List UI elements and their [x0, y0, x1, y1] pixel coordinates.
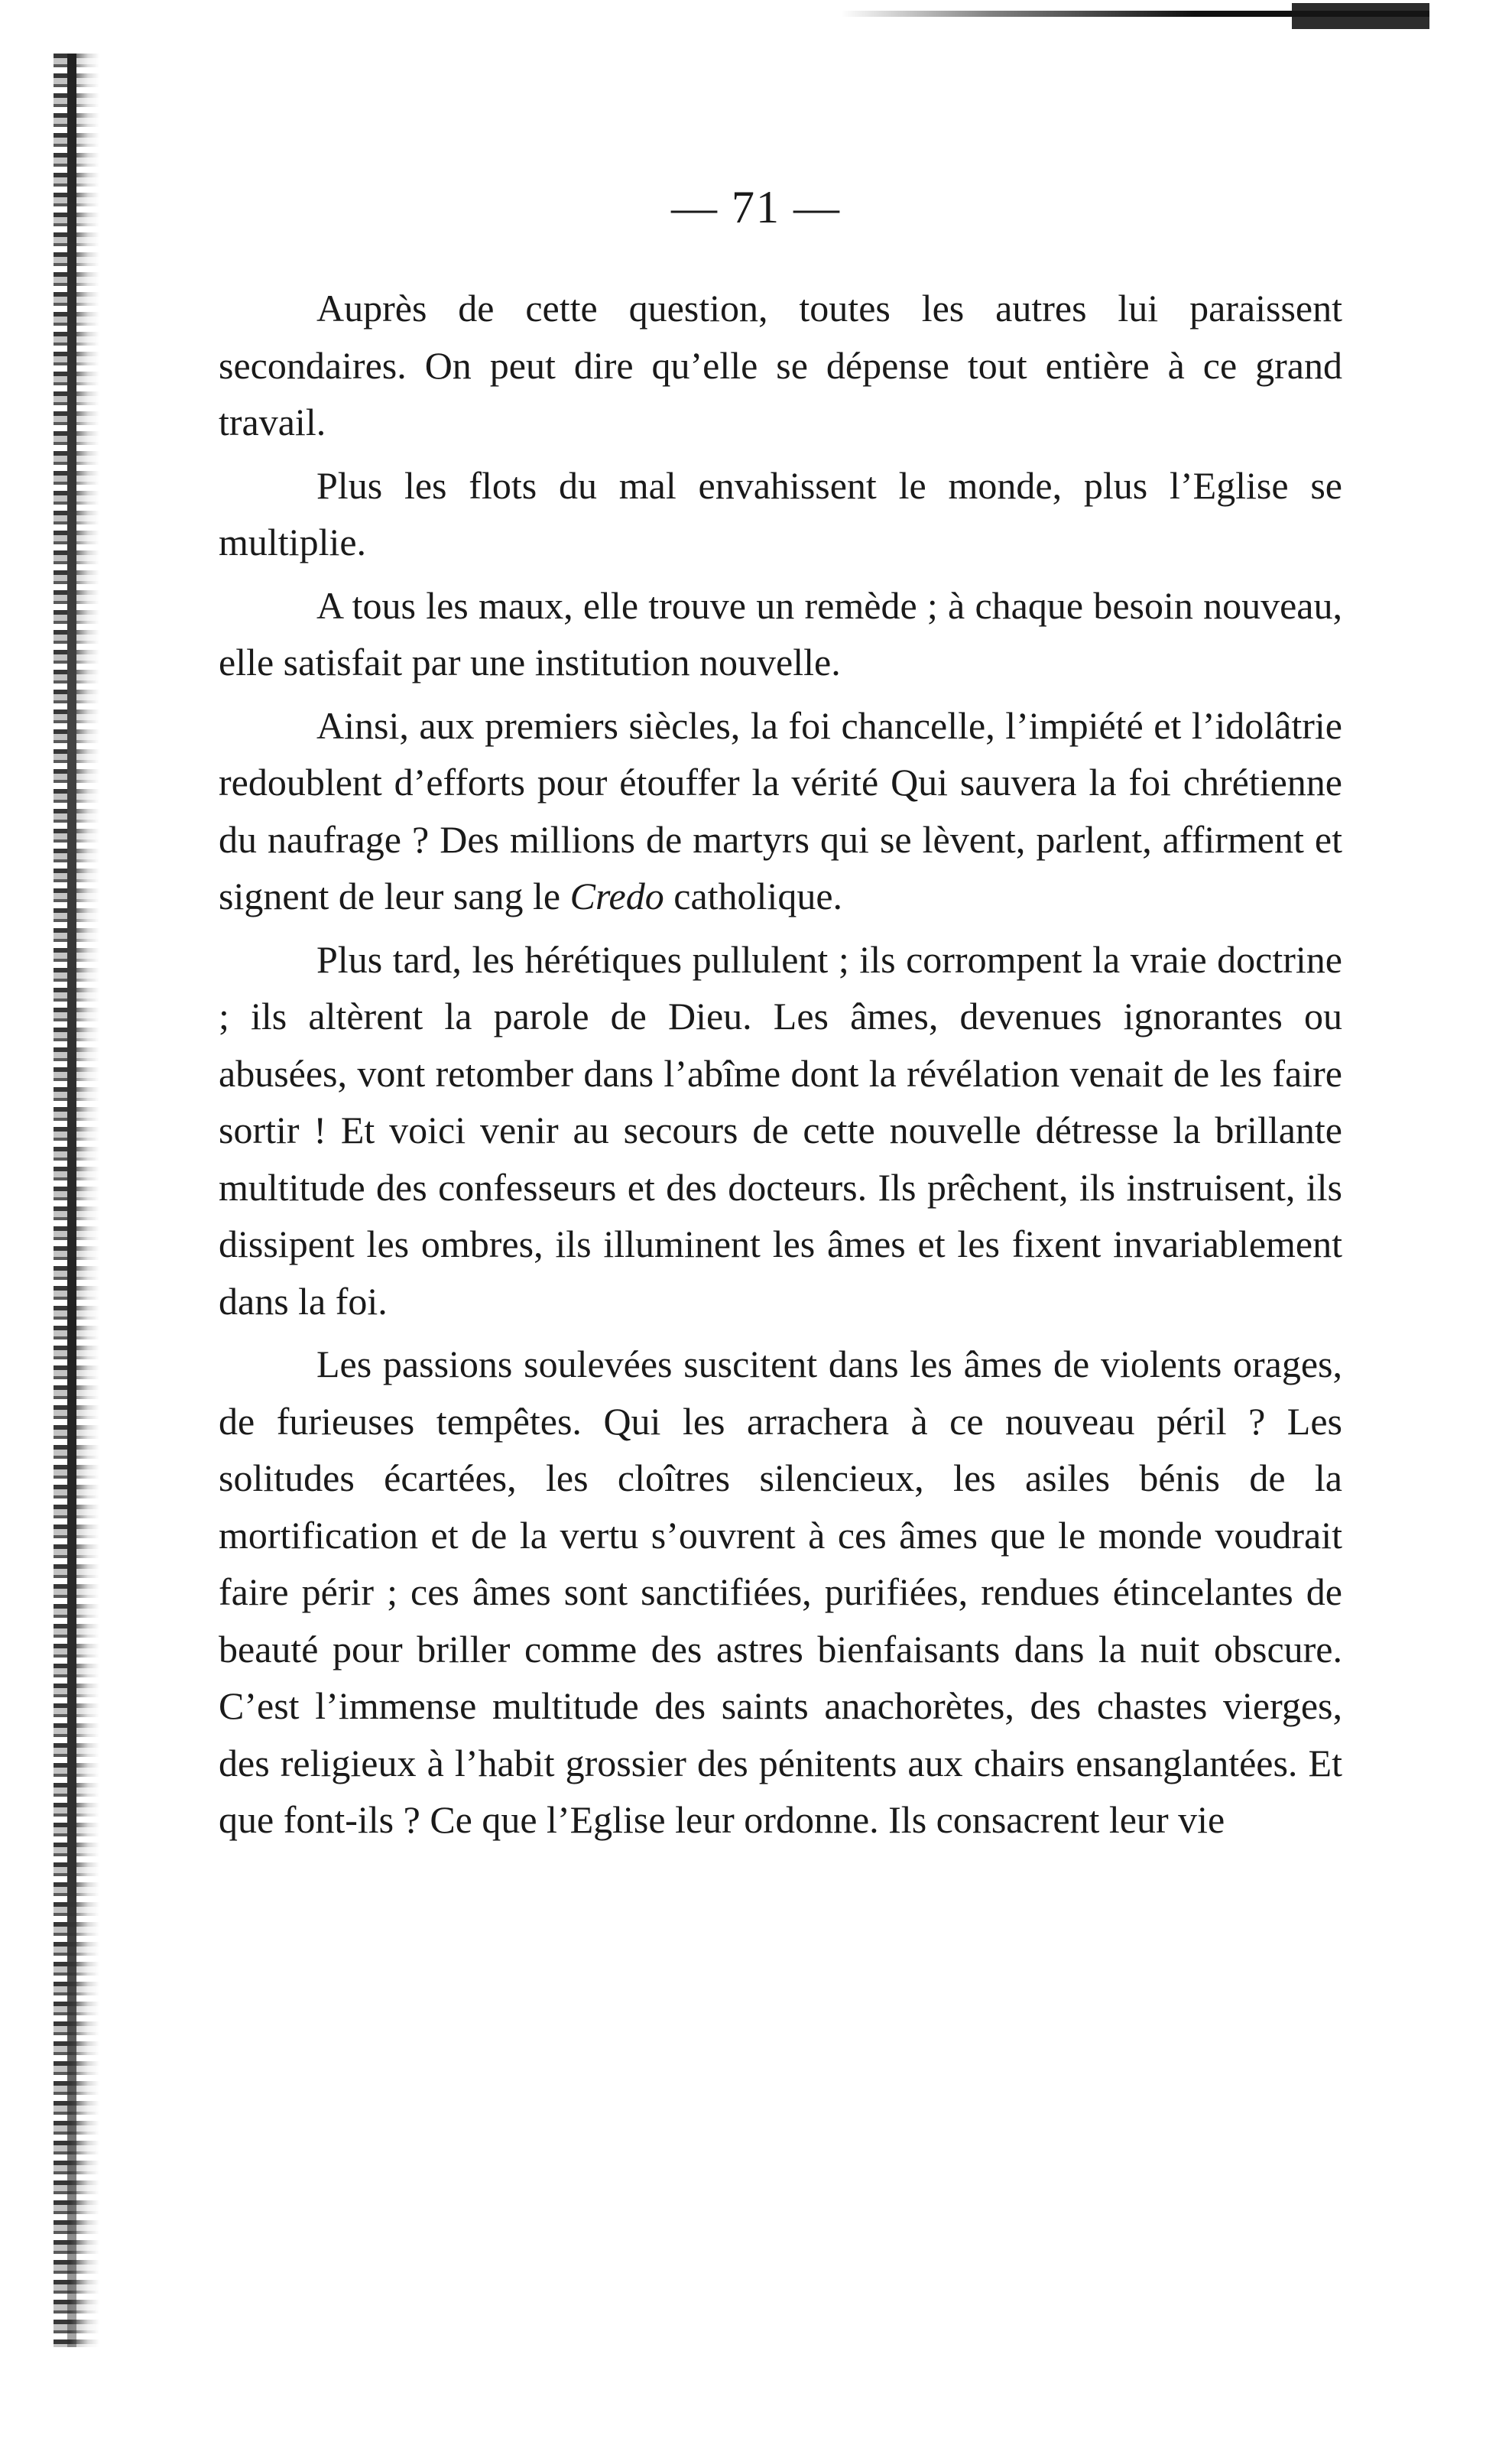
paragraph-2: Plus les flots du mal envahissent le monde, plus l’Eglise se multiplie. [219, 463, 1342, 563]
paragraph-5: Plus tard, les hérétiques pullulent ; ils corrompent la vraie doctrine ; ils altèrent la parole de Dieu. Les âmes, devenues ignorantes ou abusées, vont retomber dans l’abîme dont la révélation venait de les faire sortir ! Et voici venir au secours de cette nouvelle détresse la brillante multitude des confesseurs et des docteurs. Ils prêchent, ils instruisent, ils dissipent les ombres, ils illuminent les âmes et les fixent invariablement dans la foi. [219, 937, 1342, 1323]
page-number: — 71 — [671, 182, 841, 232]
body-text [219, 280, 1342, 1849]
paragraph-6: Les passions soulevées suscitent dans les âmes de violents orages, de furieuses tempêtes. Qui les arrachera à ce nouveau péril ? Les solitudes écartées, les cloîtres silencieux, les asiles bénis de la mortification et de la vertu s’ouvrent à ces âmes que le monde voudrait faire périr ; ces âmes sont sanctifiées, purifiées, rendues étincelantes de beauté pour briller comme des astres bienfaisants dans la nuit obscure. C’est l’immense multitude des saints anachorètes, des chastes vierges, des religieux à l’habit grossier des pénitents aux chairs ensanglantées. Et que font-ils ? Ce que l’Eglise leur ordonne. Ils consacrent leur vie [219, 1343, 1342, 1841]
paragraph-4 [219, 697, 1342, 925]
binding-edge [54, 54, 99, 2347]
binding-edge-strip [67, 54, 76, 2347]
paragraph-4-text: Ainsi, aux premiers siècles, la foi chancelle, l’impiété et l’idolâtrie redoublent d’efforts pour étouffer la vérité Qui sauvera la foi chrétienne du naufrage ? Des millions de martyrs qui se lèvent, parlent, affirment et signent de leur sang le [219, 703, 1342, 917]
paragraph-1: Auprès de cette question, toutes les autres lui paraissent secondaires. On peut dire qu’elle se dépense tout entière à ce grand travail. [219, 287, 1342, 443]
credo-italic: Credo [569, 875, 664, 917]
paragraph-4-end: catholique. [664, 875, 843, 917]
paragraph-3: A tous les maux, elle trouve un remède ; à chaque besoin nouveau, elle satisfait par une institution nouvelle. [219, 583, 1342, 683]
scan-artifact-top [1292, 3, 1429, 29]
